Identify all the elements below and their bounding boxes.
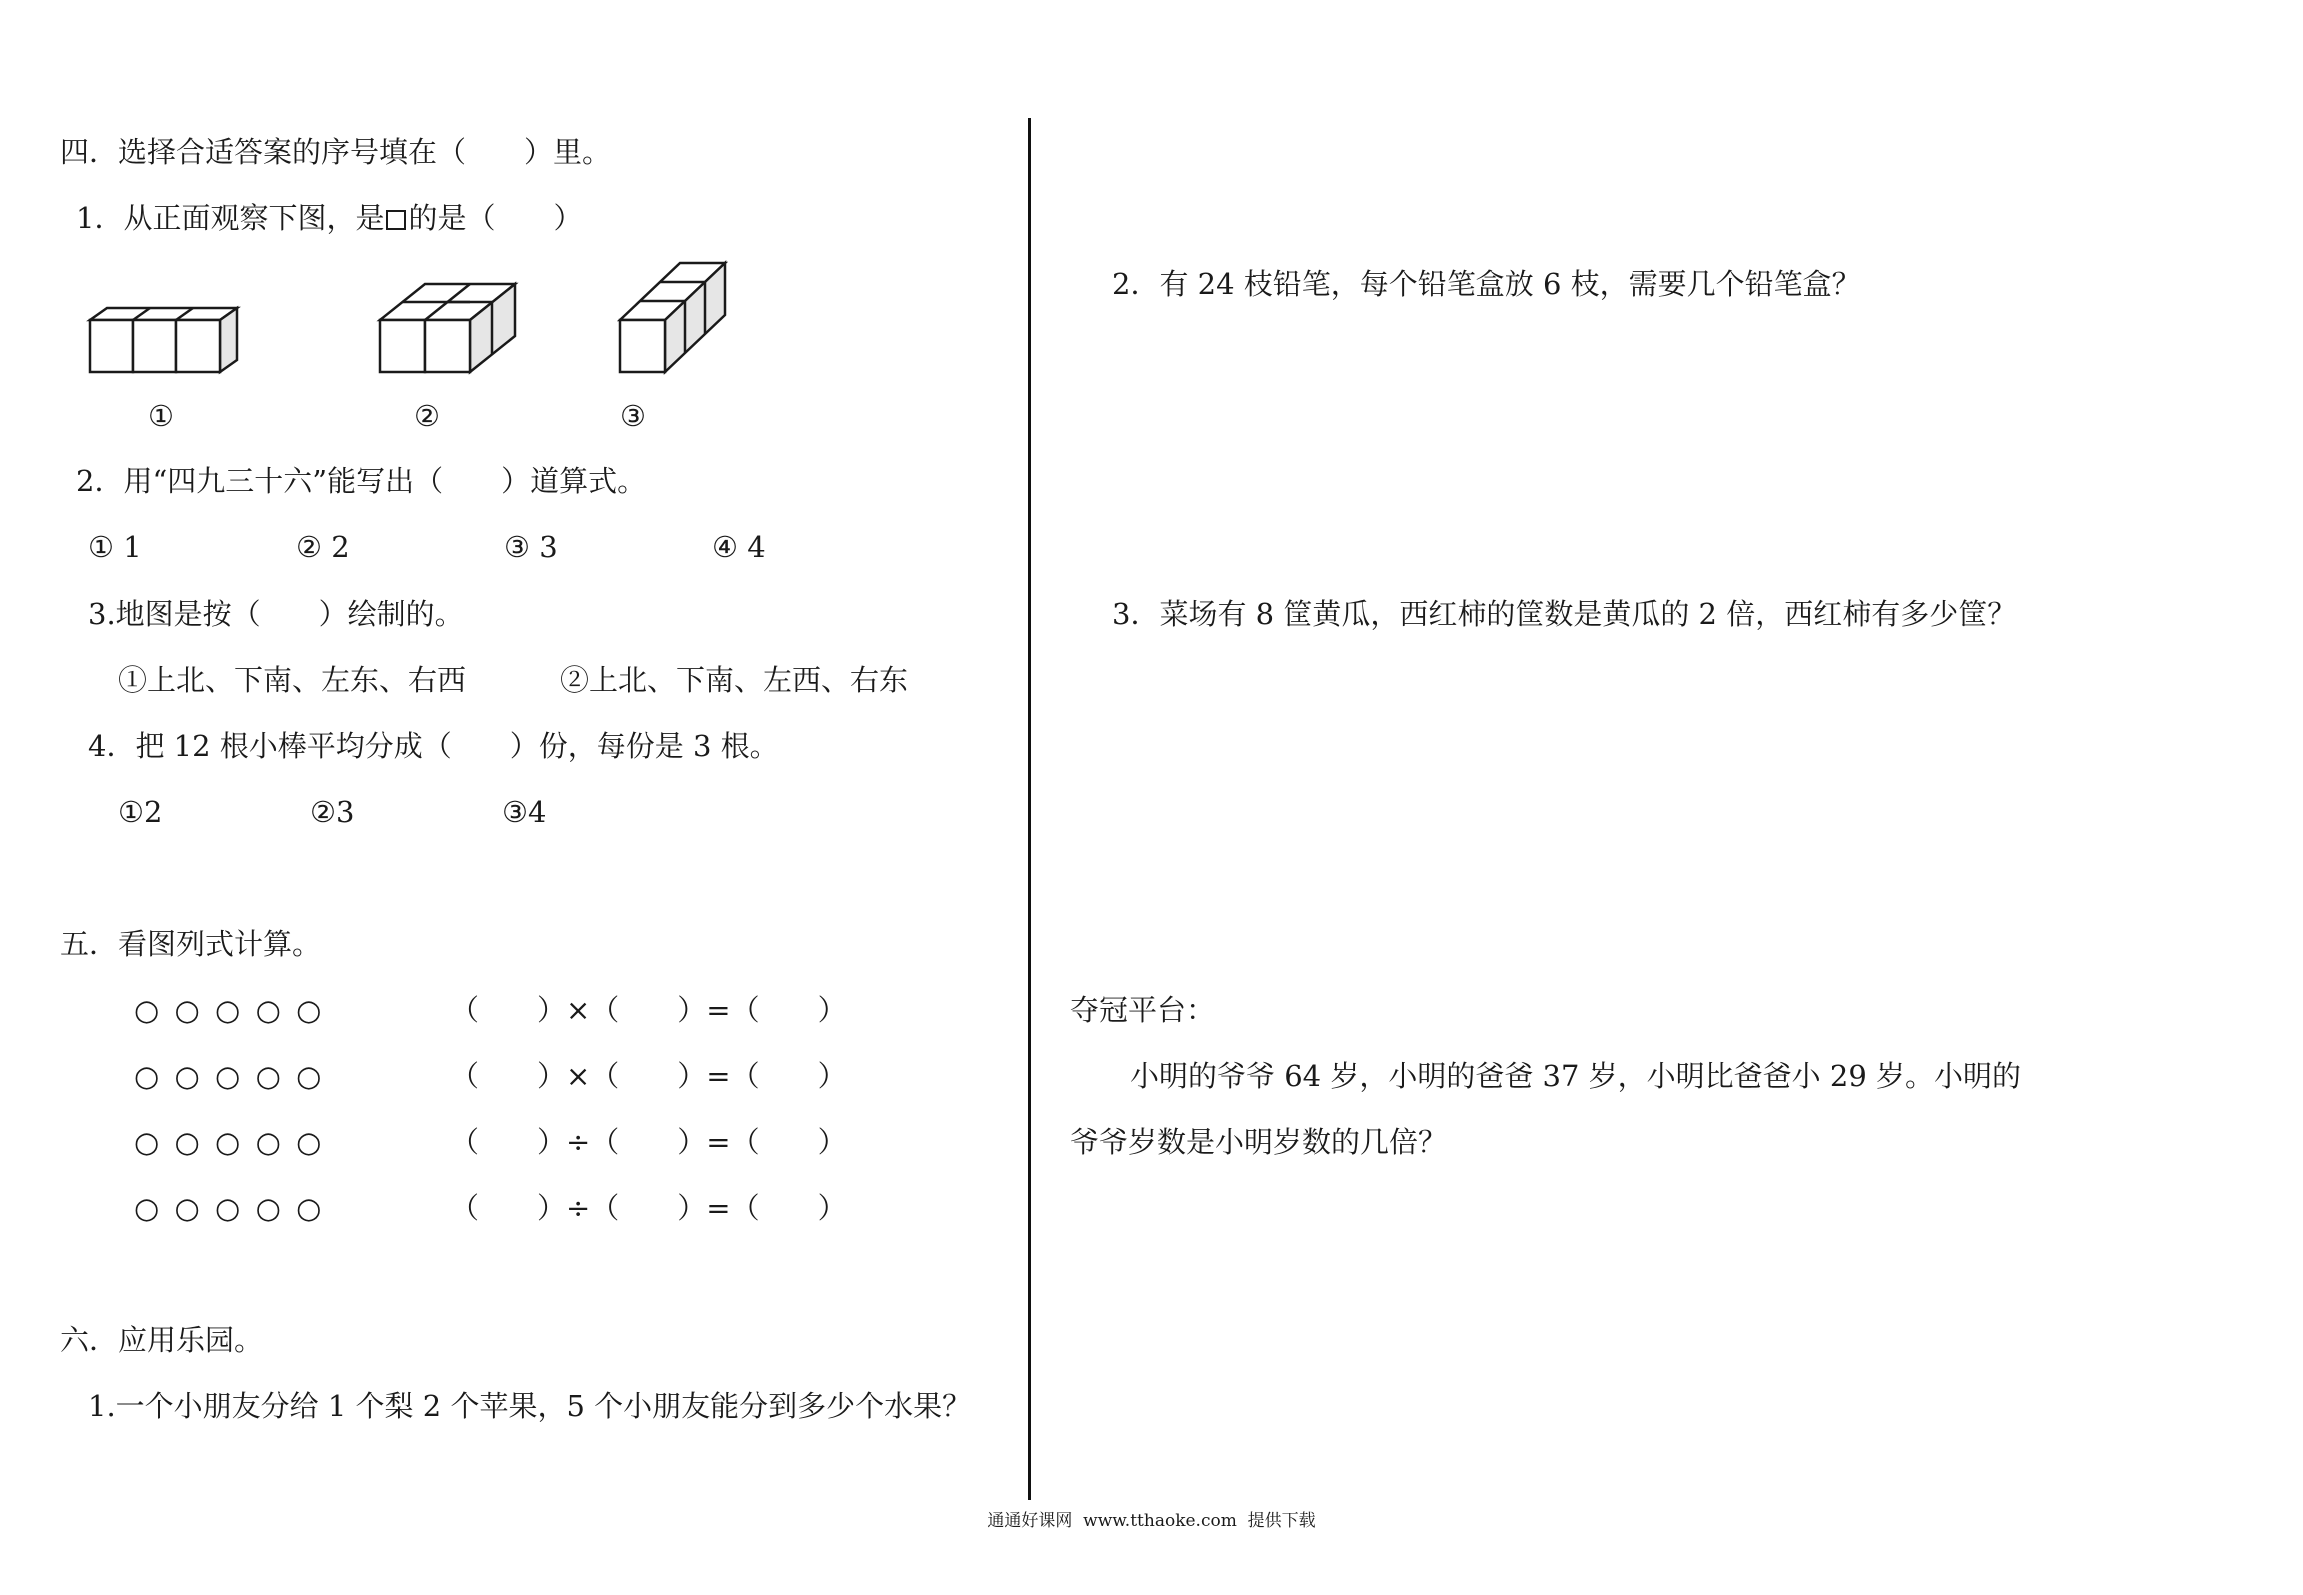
cube-figure-3 [615,258,735,380]
figure-label-2: ② [414,399,440,433]
challenge-line-1: 小明的爷爷 64 岁，小明的爸爸 37 岁，小明比爸爸小 29 岁。小明的 [1130,1059,2022,1093]
challenge-line-2: 爷爷岁数是小明岁数的几倍？ [1070,1125,1448,1159]
section6-q1: 1.一个小朋友分给 1 个梨 2 个苹果，5 个小朋友能分到多少个水果？ [88,1389,972,1423]
section6-title: 六．应用乐园。 [60,1323,264,1357]
q4-option-3: ③4 [502,795,547,829]
cube-figure-1 [85,300,245,380]
q2-option-3: ③ 3 [504,530,558,564]
formula-row-4: （ ）÷（ ）=（ ） [450,1191,847,1225]
figure-label-3: ③ [620,399,646,433]
q4-option-2: ②3 [310,795,355,829]
q3-option-2: ②上北、下南、左西、右东 [560,663,909,697]
challenge-title: 夺冠平台： [1070,993,1216,1027]
small-square-icon [386,210,406,230]
q4-option-1: ①2 [118,795,163,829]
q2-text: 2．用“四九三十六”能写出（ ）道算式。 [76,464,647,498]
formula-row-1: （ ）×（ ）=（ ） [450,993,847,1027]
column-divider [1028,118,1031,1500]
figure-label-1: ① [148,399,174,433]
q4-text: 4．把 12 根小棒平均分成（ ）份，每份是 3 根。 [88,729,779,763]
formula-row-3: （ ）÷（ ）=（ ） [450,1125,847,1159]
circles-row-4: ○ ○ ○ ○ ○ [134,1191,322,1225]
section4-title: 四．选择合适答案的序号填在（ ）里。 [60,135,612,169]
circles-row-1: ○ ○ ○ ○ ○ [134,993,322,1027]
q1-suffix: 的是（ ） [408,201,583,235]
circles-row-3: ○ ○ ○ ○ ○ [134,1125,322,1159]
formula-row-2: （ ）×（ ）=（ ） [450,1059,847,1093]
q1-text: 1．从正面观察下图，是 [76,201,385,235]
q2-option-1: ① 1 [88,530,142,564]
q1-question [76,200,582,236]
cube-figure-2 [375,268,525,380]
footer-credit: 通通好课网 www.tthaoke.com 提供下载 [987,1511,1316,1531]
section5-title: 五．看图列式计算。 [60,927,322,961]
circles-row-2: ○ ○ ○ ○ ○ [134,1059,322,1093]
q2-option-2: ② 2 [296,530,350,564]
section6-q2: 2．有 24 枝铅笔，每个铅笔盒放 6 枝，需要几个铅笔盒？ [1112,267,1861,301]
q2-option-4: ④ 4 [712,530,766,564]
q3-text: 3.地图是按（ ）绘制的。 [88,597,464,631]
q3-option-1: ①上北、下南、左东、右西 [118,663,467,697]
section6-q3: 3．菜场有 8 筐黄瓜，西红柿的筐数是黄瓜的 2 倍，西红柿有多少筐？ [1112,597,2017,631]
